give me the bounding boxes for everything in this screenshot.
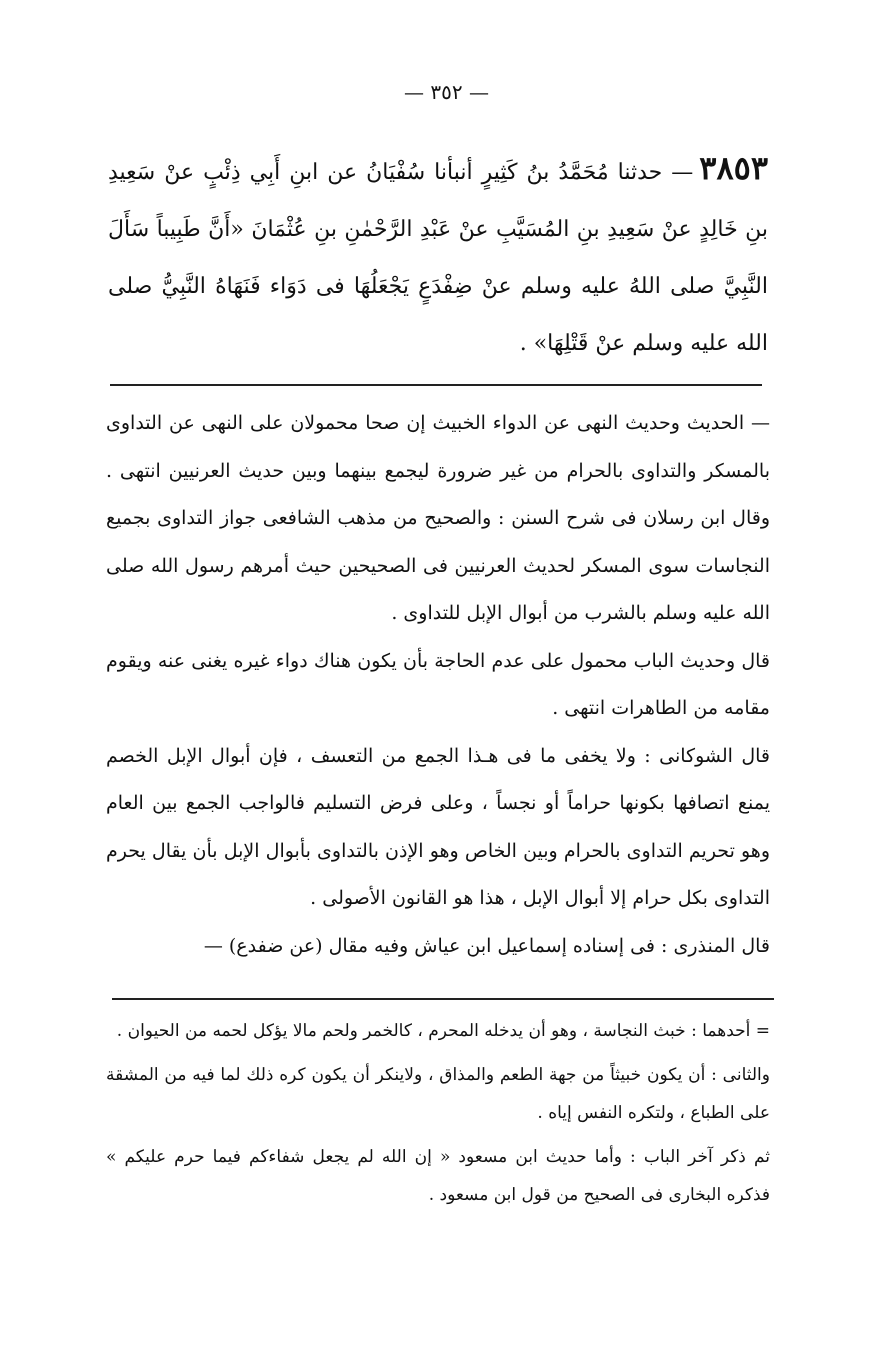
commentary-paragraph: — الحديث وحديث النهى عن الدواء الخبيث إن صحا محمولان على النهى عن التداوى بالمسكر والتداوى بالحرام من غير ضرورة ليجمع بينهما وبين حديث العرنيين انتهى . وقال ابن رسلان فى شرح السنن : والصحيح من مذهب الشافعى جواز التداوى بجميع النجاسات سوى المسكر لحديث العرنيين فى الصحيحين حيث أمرهم رسول الله صلى الله عليه وسلم بالشرب من أبوال الإبل للتداوى .	[106, 412, 770, 624]
hadith-block	[108, 140, 768, 372]
footnote-paragraph: والثانى : أن يكون خبيثاً من جهة الطعم والمذاق ، ولاينكر أن يكون كره ذلك لما فيه من المشقة على الطباع ، ولتكره النفس إياه .	[106, 1065, 770, 1123]
footnotes-block	[106, 1012, 770, 1220]
commentary-paragraph: قال الشوكانى : ولا يخفى ما فى هـذا الجمع من التعسف ، فإن أبوال الإبل الخصم يمنع اتصافها بكونها حراماً أو نجساً ، وعلى فرض التسليم فالواجب الجمع بين العام وهو تحريم التداوى بالحرام وبين الخاص وهو الإذن بالتداوى بأبوال الإبل بأن يقال يحرم التداوى بكل حرام إلا أبوال الإبل ، هذا هو القانون الأصولى .	[106, 744, 770, 909]
commentary-block	[106, 400, 770, 970]
footnote-paragraph: = أحدهما : خبث النجاسة ، وهو أن يدخله المحرم ، كالخمر ولحم مالا يؤكل لحمه من الحيوان .	[116, 1021, 770, 1041]
section-divider	[110, 384, 762, 386]
footnote-paragraph: ثم ذكر آخر الباب : وأما حديث ابن مسعود « إن الله لم يجعل شفاءكم فيما حرم عليكم » فذكره البخارى فى الصحيح من قول ابن مسعود .	[106, 1147, 770, 1205]
hadith-text: — حدثنا مُحَمَّدُ بنُ كَثِيرٍ أنبأنا سُفْيَانُ عن ابنِ أَبِي ذِئْبٍ عنْ سَعِيدِ بنِ خَالِدٍ عنْ سَعِيدِ بنِ المُسَيَّبِ عنْ عَبْدِ الرَّحْمٰنِ بنِ عُثْمَانَ «أَنَّ طَبِيباً سَأَلَ النَّبِيَّ صلى اللهُ عليه وسلم عنْ ضِفْدَعٍ يَجْعَلُهَا فى دَوَاء فَنَهَاهُ النَّبِيُّ صلى الله عليه وسلم عنْ قَتْلِهَا» .	[108, 160, 768, 356]
commentary-paragraph: قال وحديث الباب محمول على عدم الحاجة بأن يكون هناك دواء غيره يغنى عنه ويقوم مقامه من الطاهرات انتهى .	[106, 649, 770, 719]
commentary-paragraph: قال المنذرى : فى إسناده إسماعيل ابن عياش وفيه مقال (عن ضفدع) —	[203, 934, 770, 957]
hadith-number: ٣٨٥٣	[699, 149, 768, 187]
page-number: — ٣٥٢ —	[404, 80, 489, 104]
footnote-divider	[112, 998, 774, 1000]
